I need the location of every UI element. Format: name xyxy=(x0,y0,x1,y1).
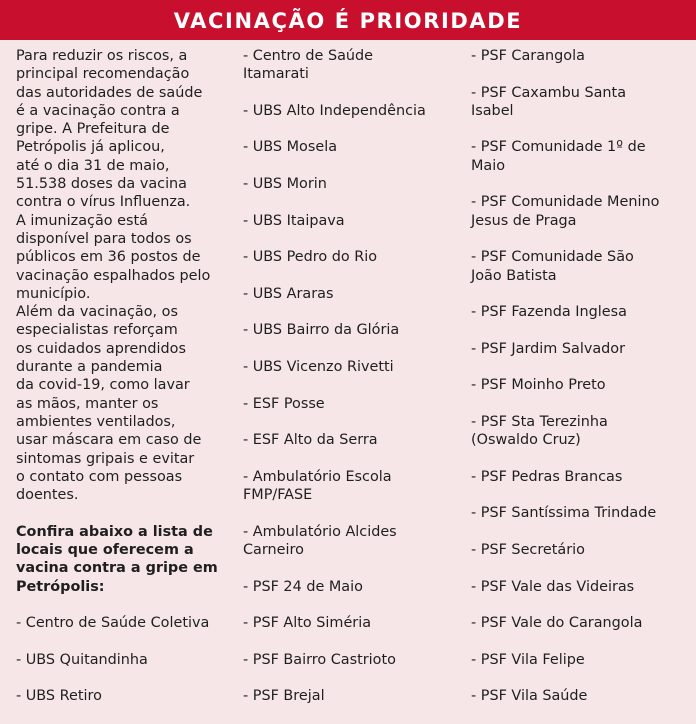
location-item: - PSF Comunidade São João Batista xyxy=(471,249,634,284)
location-list-col3 xyxy=(471,47,693,706)
page-title: VACINAÇÃO É PRIORIDADE xyxy=(173,9,523,33)
location-item: - ESF Posse xyxy=(243,395,325,412)
location-item: - Centro de Saúde Coletiva xyxy=(16,615,210,632)
location-item: - PSF Comunidade Menino Jesus de Praga xyxy=(471,194,660,229)
location-item: - ESF Alto da Serra xyxy=(243,432,378,449)
location-list-col1 xyxy=(16,614,234,705)
location-item: - PSF Moinho Preto xyxy=(471,377,606,394)
prevention-paragraph: Além da vacinação, os especialistas reforçam os cuidados aprendidos durante a pandemia da covid-19, como lavar as mãos, manter os ambientes ventilados, usar máscara em caso de sintomas gripais e evitar o contato com pessoas doentes. xyxy=(16,304,202,504)
column-locations-3 xyxy=(471,47,693,724)
location-item: - PSF Fazenda Inglesa xyxy=(471,304,627,321)
location-item: - PSF Comunidade 1º de Maio xyxy=(471,139,646,174)
location-item: - PSF Carangola xyxy=(471,48,585,64)
location-item: - UBS Mosela xyxy=(243,139,338,156)
location-item: - UBS Quitandinha xyxy=(16,651,148,668)
location-item: - Centro de Saúde Itamarati xyxy=(243,48,374,83)
location-item: - UBS Bairro da Glória xyxy=(243,322,400,339)
column-intro xyxy=(16,47,234,724)
location-item: - PSF Pedras Brancas xyxy=(471,468,623,485)
location-item: - UBS Araras xyxy=(243,285,334,302)
location-item: - PSF Santíssima Trindade xyxy=(471,505,657,522)
location-item: - PSF Vila Felipe xyxy=(471,651,585,668)
location-item: - PSF Jardim Salvador xyxy=(471,340,626,357)
location-item: - PSF Secretário xyxy=(471,542,585,559)
location-list-col2 xyxy=(243,47,465,706)
location-item: - PSF Vale das Videiras xyxy=(471,578,635,595)
location-item: - Ambulatório Escola FMP/FASE xyxy=(243,468,392,504)
location-item: - UBS Retiro xyxy=(16,688,102,705)
location-item: - PSF Vale do Carangola xyxy=(471,615,643,632)
location-item: - UBS Pedro do Rio xyxy=(243,249,378,266)
column-locations-2 xyxy=(243,47,465,724)
header-banner xyxy=(0,0,696,40)
location-item: - PSF Brejal xyxy=(243,688,325,705)
locations-callout: Confira abaixo a lista de locais que oferecem a vacina contra a gripe em Petrópolis: xyxy=(16,523,218,595)
location-item: - UBS Vicenzo Rivetti xyxy=(243,359,394,376)
location-item: - UBS Alto Independência xyxy=(243,102,426,119)
location-item: - PSF Bairro Castrioto xyxy=(243,651,396,668)
location-item: - UBS Itaipava xyxy=(243,212,345,229)
intro-paragraph: Para reduzir os riscos, a principal recomendação das autoridades de saúde é a vacinação contra a gripe. A Prefeitura de Petrópolis já aplicou, até o dia 31 de maio, 51.538 doses da vacina contra o vírus Influenza. A imunização está disponível para todos os públicos em 36 postos de vacinação espalhados pelo município. xyxy=(16,48,211,302)
location-item: - PSF 24 de Maio xyxy=(243,578,363,595)
location-item: - PSF Sta Terezinha (Oswaldo Cruz) xyxy=(471,413,608,449)
location-item: - UBS Morin xyxy=(243,176,327,193)
location-item: - PSF Vila Saúde xyxy=(471,688,588,705)
location-item: - PSF Caxambu Santa Isabel xyxy=(471,84,627,119)
location-item: - Ambulatório Alcides Carneiro xyxy=(243,523,397,559)
location-item: - PSF Alto Siméria xyxy=(243,615,372,632)
